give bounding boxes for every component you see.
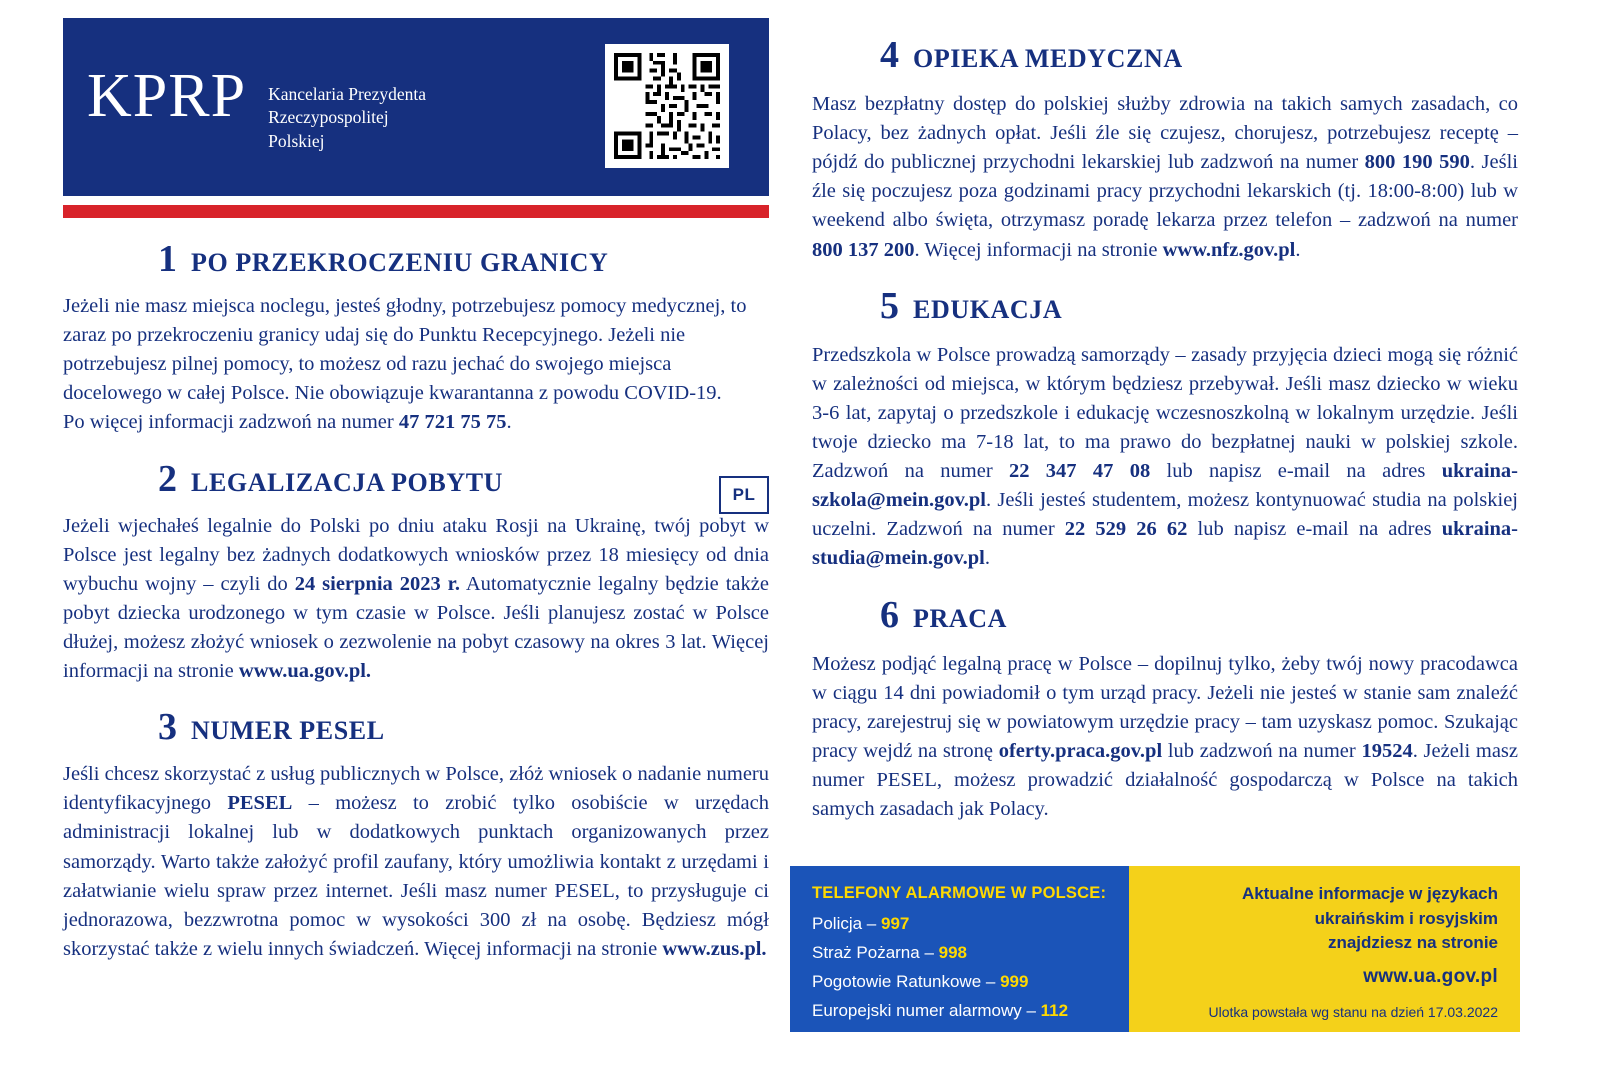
info-line-2: ukraińskim i rosyjskim <box>1314 908 1498 928</box>
emergency-number-police: 997 <box>880 914 910 933</box>
section-3-number: 3 <box>158 706 177 749</box>
section-5-paragraph: Przedszkola w Polsce prowadzą samorządy – zasady przyjęcia dzieci mogą się różnić w zależności od miejsca, w którym będziesz przebywał. Jeśli masz dziecko w wieku 3-6 lat, zapytaj o przedszkole i edukację wczesnoszkolną w lokalnym urzędzie. Jeśli twoje dziecko ma 7-18 lat, to ma prawo do bezpłatnej nauki w polskiej szkole. Zadzwoń na numer 22 347 47 08 lub napisz e-mail na adres ukraina-szkola@mein.gov.pl. Jeśli jesteś studentem, możesz kontynuować studia na polskiej uczelni. Zadzwoń na numer 22 529 26 62 lub napisz e-mail na adres ukraina-studia@mein.gov.pl. <box>812 343 1519 570</box>
header-banner <box>63 18 769 196</box>
section-1-heading <box>63 240 769 278</box>
section-4-paragraph: Masz bezpłatny dostęp do polskiej służby zdrowia na takich samych zasadach, co Polacy, bez żadnych opłat. Jeśli źle się czujesz, chorujesz, potrzebujesz receptę – pójdź do publicznej przychodni lekarskiej lub zadzwoń na numer 800 190 590. Jeśli źle się poczujesz poza godzinami pracy przychodni lekarskich (tj. 18:00-8:00) lub w weekend albo święta, otrzymasz poradę lekarza przez telefon – zadzwoń na numer 800 137 200. Więcej informacji na stronie www.nfz.gov.pl. <box>812 93 1518 261</box>
language-badge[interactable]: PL <box>719 476 769 514</box>
section-3-paragraph: Jeśli chcesz skorzystać z usług publicznych w Polsce, złóż wniosek o nadanie numeru identyfikacyjnego PESEL – możesz to zrobić tylko osobiście w urzędach administracji lokalnej lub w dodatkowych punktach organizowanych przez samorządy. Warto także założyć profil zaufany, który umożliwia kontakt z urzędami i załatwianie wielu spraw przez internet. Jeśli masz numer PESEL, to przysługuje ci jednorazowa, bezzwrotna pomoc w wysokości 300 zł na osobę. Będziesz mógł skorzystać także z wielu innych świadczeń. Więcej informacji na stronie www.zus.pl. <box>63 763 769 960</box>
section-2-title: LEGALIZACJA POBYTU <box>191 467 504 497</box>
chancellery-line-3: Polskiej <box>268 130 325 151</box>
kprp-logo: KPRP <box>87 62 247 131</box>
emergency-number-european: 112 <box>1040 1001 1069 1020</box>
section-5 <box>812 284 1519 574</box>
emergency-label-european: Europejski numer alarmowy – <box>812 1001 1041 1020</box>
section-2-number: 2 <box>158 457 177 500</box>
info-line-1: Aktualne informacje w językach <box>1241 884 1498 903</box>
right-column <box>812 36 1518 824</box>
emergency-row-european <box>812 1001 1129 1021</box>
emergency-box-title: TELEFONY ALARMOWE W POLSCE: <box>812 884 1107 902</box>
section-2-heading <box>63 457 769 500</box>
chancellery-line-1: Kancelaria Prezydenta <box>268 84 426 105</box>
section-6-heading <box>812 593 1518 636</box>
bottom-boxes <box>790 866 1520 1032</box>
red-divider <box>63 205 769 218</box>
chancellery-title <box>268 83 426 152</box>
emergency-row-ambulance <box>812 972 1129 992</box>
left-column <box>63 18 769 964</box>
info-date-stamp: Ulotka powstała wg stanu na dzień 17.03.2022 <box>1208 1003 1498 1020</box>
section-3-heading <box>63 706 769 749</box>
emergency-numbers-box <box>790 866 1129 1032</box>
info-box <box>1129 866 1520 1032</box>
section-4-heading <box>812 36 1518 74</box>
section-1-title: PO PRZEKROCZENIU GRANICY <box>191 248 609 277</box>
section-4 <box>812 36 1518 265</box>
emergency-label-police: Policja – <box>812 914 881 933</box>
emergency-number-ambulance: 999 <box>1000 972 1029 991</box>
section-2-paragraph: Jeżeli wjechałeś legalnie do Polski po dniu ataku Rosji na Ukrainę, twój pobyt w Polsce jest legalny bez żadnych dodatkowych wniosków przez 18 miesięcy od dnia wybuchu wojny – czyli do 24 sierpnia 2023 r. Automatycznie legalny będzie także pobyt dziecka urodzonego w tym czasie w Polsce. Jeśli planujesz zostać w Polsce dłużej, możesz złożyć wniosek o zezwolenie na pobyt czasowy na okres 3 lat. Więcej informacji na stronie www.ua.gov.pl. <box>63 514 769 683</box>
section-3 <box>63 708 769 964</box>
emergency-row-police <box>812 914 1129 934</box>
section-6-number: 6 <box>880 593 899 636</box>
section-6-paragraph: Możesz podjąć legalną pracę w Polsce – dopilnuj tylko, żeby twój nowy pracodawca w ciągu 14 dni powiadomił o tym urząd pracy. Jeżeli nie jesteś w stanie sam znaleźć pracy, zarejestruj się w powiatowym urzędzie pracy – tam uzyskasz pomoc. Szukając pracy wejdź na stronę oferty.praca.gov.pl lub zadzwoń na numer 19524. Jeżeli masz numer PESEL, możesz prowadzić działalność gospodarczą w Polsce na takich samych zasadach jak Polacy. <box>812 652 1518 821</box>
info-website[interactable]: www.ua.gov.pl <box>1363 965 1498 987</box>
section-3-title: NUMER PESEL <box>191 716 385 746</box>
emergency-label-fire: Straż Pożarna – <box>812 943 939 962</box>
section-6 <box>812 593 1518 825</box>
section-4-number: 4 <box>880 34 899 76</box>
qr-code-icon <box>605 44 729 168</box>
emergency-number-fire: 998 <box>938 943 967 962</box>
section-5-number: 5 <box>880 284 899 327</box>
section-5-heading <box>812 284 1518 327</box>
section-1-paragraph-2: Po więcej informacji zadzwoń na numer 47 721 75 75. <box>63 411 512 434</box>
section-5-title: EDUKACJA <box>913 294 1063 324</box>
info-line-3: znajdziesz na stronie <box>1327 933 1498 953</box>
section-4-title: OPIEKA MEDYCZNA <box>913 44 1183 73</box>
emergency-label-ambulance: Pogotowie Ratunkowe – <box>812 972 1001 991</box>
section-2 <box>63 457 769 687</box>
chancellery-line-2: Rzeczypospolitej <box>268 107 389 128</box>
emergency-row-fire <box>812 943 1129 963</box>
section-1 <box>63 240 769 438</box>
section-1-paragraph-1: Jeżeli nie masz miejsca noclegu, jesteś głodny, potrzebujesz pomocy medycznej, to zaraz po przekroczeniu granicy udaj się do Punktu Recepcyjnego. Jeżeli nie potrzebujesz pilnej pomocy, to możesz od razu jechać do swojego miejsca docelowego w całej Polsce. Nie obowiązuje kwarantanna z powodu COVID-19. <box>63 295 747 405</box>
section-6-title: PRACA <box>913 603 1007 633</box>
section-1-number: 1 <box>158 238 177 280</box>
logo-block <box>87 61 426 152</box>
